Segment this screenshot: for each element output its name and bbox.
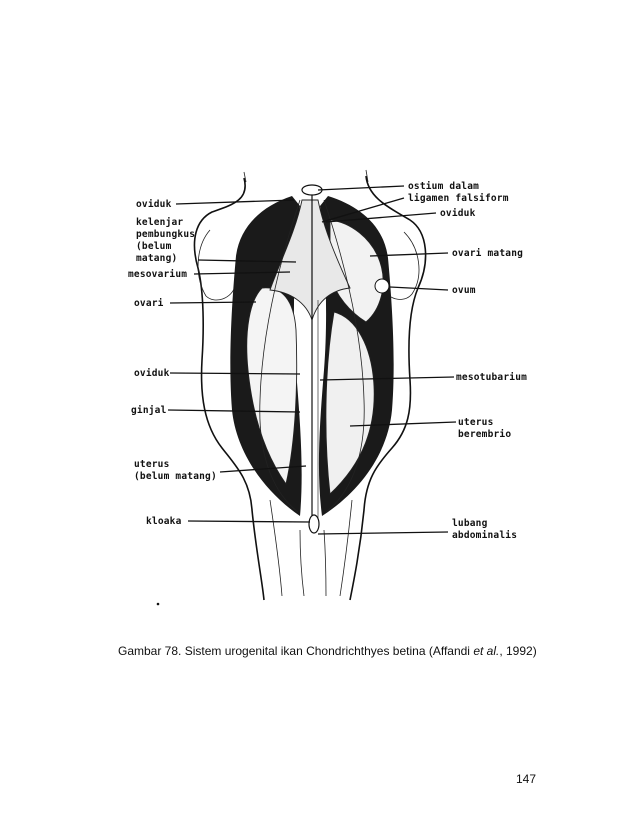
label-oviduk-left-2: oviduk — [134, 368, 170, 379]
label-ovari: ovari — [134, 298, 164, 309]
figure-caption — [118, 644, 588, 658]
caption-italic: et al. — [473, 644, 500, 658]
tail-right — [340, 500, 352, 596]
label-ovum: ovum — [452, 285, 476, 296]
ovum — [375, 279, 389, 293]
label-ostium-dalam: ostium dalam — [408, 181, 480, 192]
stray-dot — [157, 603, 160, 606]
label-mesotubarium: mesotubarium — [456, 372, 528, 383]
label-abdominalis: abdominalis — [452, 530, 518, 541]
label-belum-matang: (belum matang) — [134, 471, 217, 482]
tail-left — [270, 500, 282, 596]
label-oviduk-right: oviduk — [440, 208, 476, 219]
tail-center-left — [300, 530, 304, 596]
label-kelenjar: kelenjar — [136, 217, 184, 228]
tail-center-right — [324, 530, 326, 596]
label-ovari-matang: ovari matang — [452, 248, 524, 259]
label-ginjal: ginjal — [131, 405, 167, 416]
cloaca — [309, 515, 319, 533]
caption-prefix: Gambar 78. Sistem urogenital ikan Chondrichthyes betina (Affandi — [118, 644, 474, 658]
label-belum: (belum — [136, 241, 172, 252]
label-matang: matang) — [136, 253, 178, 264]
leader-ostium — [318, 186, 404, 190]
label-uterus-right: uterus — [458, 417, 494, 428]
leader-kloaka — [188, 521, 310, 522]
label-ligamen-falsiform: ligamen falsiform — [408, 193, 509, 204]
label-uterus-left: uterus — [134, 459, 170, 470]
left-fin — [198, 230, 236, 300]
caption-suffix: , 1992) — [499, 644, 537, 658]
label-kloaka: kloaka — [146, 516, 182, 527]
page-number: 147 — [516, 772, 537, 786]
label-oviduk-left-1: oviduk — [136, 199, 172, 210]
leader-lubang — [318, 532, 448, 534]
label-berembrio: berembrio — [458, 429, 512, 440]
label-pembungkus: pembungkus — [136, 229, 196, 240]
label-mesovarium: mesovarium — [128, 269, 188, 280]
label-lubang: lubang — [452, 518, 488, 529]
